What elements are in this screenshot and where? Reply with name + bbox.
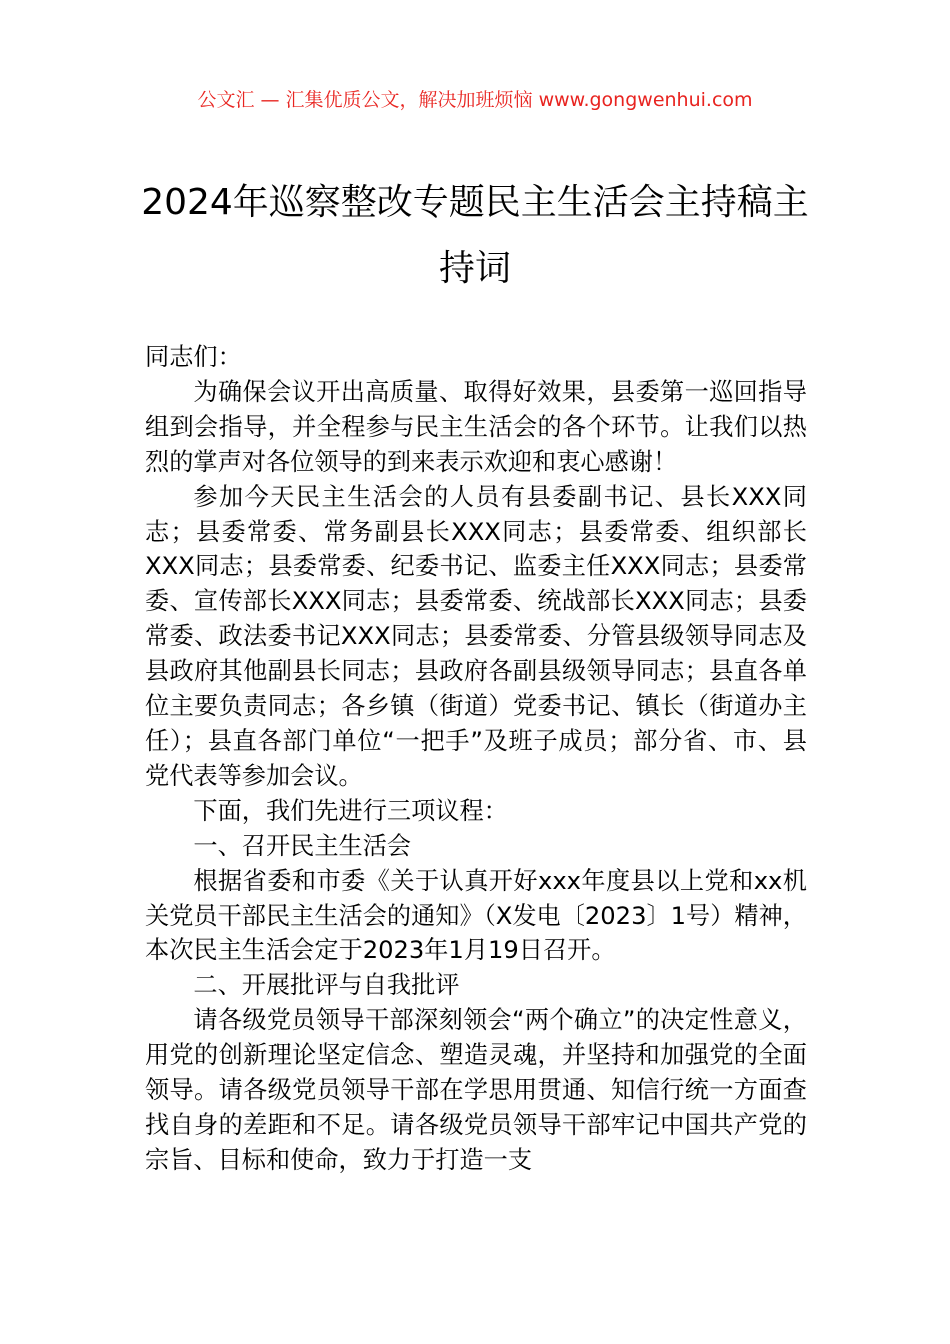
website-banner: 公文汇 — 汇集优质公文，解决加班烦恼 www.gongwenhui.com — [197, 89, 753, 111]
salutation: 同志们： — [145, 343, 242, 371]
section-heading-1: 一、召开民主生活会 — [193, 831, 412, 860]
title-line-1: 2024年巡察整改专题民主生活会主持稿主 — [141, 182, 809, 223]
paragraph-welcome: 为确保会议开出高质量、取得好效果，县委第一巡回指导组到会指导，并全程参与民主生活会的各个环节。让我们以热烈的掌声对各位领导的到来表示欢迎和衷心感谢！ — [145, 377, 807, 476]
paragraph-criticism: 请各级党员领导干部深刻领会“两个确立”的决定性意义，用党的创新理论坚定信念、塑造灵魂，并坚持和加强党的全面领导。请各级党员领导干部在学思用贯通、知信行统一方面查找自身的差距和不足。请各级党员领导干部牢记中国共产党的宗旨、目标和使命，致力于打造一支 — [145, 1006, 807, 1174]
paragraph-attendees: 参加今天民主生活会的人员有县委副书记、县长XXX同志；县委常委、常务副县长XXX同志；县委常委、组织部长XXX同志；县委常委、纪委书记、监委主任XXX同志；县委常委、宣传部长XXX同志；县委常委、统战部长XXX同志；县委常委、政法委书记XXX同志；县委常委、分管县级领导同志及县政府其他副县长同志；县政府各副县级领导同志；县直各单位主要负责同志；各乡镇（街道）党委书记、镇长（街道办主任）；县直各部门单位“一把手”及班子成员；部分省、市、县党代表等参加会议。 — [145, 482, 807, 790]
title-line-2: 持词 — [438, 248, 511, 289]
document-title — [140, 170, 810, 302]
section-heading-2: 二、开展批评与自我批评 — [193, 971, 460, 1000]
paragraph-notice: 根据省委和市委《关于认真开好xxx年度县以上党和xx机关党员干部民主生活会的通知》（X发电〔2023〕1号）精神，本次民主生活会定于2023年1月19日召开。 — [145, 866, 807, 965]
document-body — [145, 340, 807, 1178]
paragraph-agenda-intro: 下面，我们先进行三项议程： — [193, 796, 508, 825]
